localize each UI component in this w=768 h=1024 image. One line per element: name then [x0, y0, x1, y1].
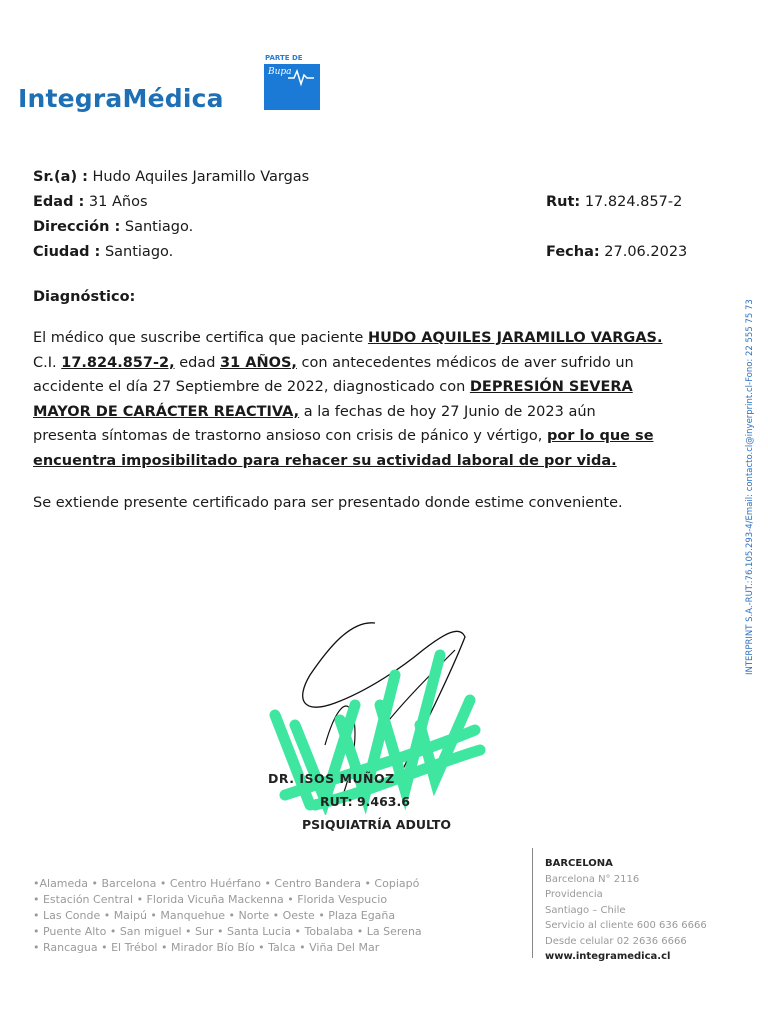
patient-age: 31 Años: [88, 194, 148, 210]
diagnosis-emphasis: MAYOR DE CARÁCTER REACTIVA,: [33, 403, 300, 420]
patient-id-emphasis: 17.824.857-2,: [61, 354, 175, 371]
website-link[interactable]: www.integramedica.cl: [545, 951, 671, 962]
diagnosis-line-5: [33, 424, 733, 449]
diagnosis-heading: Diagnóstico:: [33, 289, 136, 305]
patient-name-emphasis: HUDO AQUILES JARAMILLO VARGAS.: [367, 330, 663, 346]
diagnosis-text: edad: [174, 354, 221, 371]
patient-city-label: Ciudad :: [33, 244, 101, 260]
patient-city: Santiago.: [104, 244, 174, 260]
patient-age-emphasis: 31 AÑOS,: [220, 354, 297, 371]
branch-line: • Rancagua • El Trébol • Mirador Bío Bío • Talca • Viña Del Mar: [33, 941, 380, 954]
conclusion-emphasis: por lo que se: [546, 428, 654, 444]
contact-line: Providencia: [545, 889, 603, 900]
patient-name: Hudo Aquiles Jaramillo Vargas: [92, 169, 310, 185]
diagnosis-text: C.I.: [33, 354, 62, 371]
integramedica-logo: IntegraMédica: [18, 84, 224, 113]
diagnosis-text: a la fechas de hoy 27 Junio de 2023 aún: [299, 403, 596, 420]
diagnosis-emphasis: DEPRESIÓN SEVERA: [469, 379, 633, 395]
contact-line: Barcelona N° 2116: [545, 873, 640, 885]
diagnosis-line-3: [33, 375, 733, 400]
branch-line: • Puente Alto • San miguel • Sur • Santa Lucia • Tobalaba • La Serena: [33, 925, 422, 938]
closing-statement: Se extiende presente certificado para ser presentado donde estime conveniente.: [33, 495, 623, 511]
branch-list: [33, 876, 422, 956]
diagnosis-line-2: [33, 351, 733, 376]
branch-line: •Alameda • Barcelona • Centro Huérfano • Centro Bandera • Copiapó: [33, 877, 420, 890]
contact-line: Desde celular 02 2636 6666: [545, 935, 687, 947]
diagnosis-text: accidente el día 27 Septiembre de 2022, diagnosticado con: [33, 379, 470, 395]
diagnosis-body: [33, 326, 733, 473]
doctor-specialty: PSIQUIATRÍA ADULTO: [302, 817, 452, 832]
diagnosis-line-4: [33, 400, 733, 425]
diagnosis-line-6: [33, 449, 733, 474]
patient-name-row: [33, 169, 309, 185]
diagnosis-text: con antecedentes médicos de aver sufrido un: [296, 354, 634, 371]
doctor-name: DR. ISOS MUÑOZ: [268, 771, 395, 786]
contact-title: BARCELONA: [545, 858, 613, 869]
patient-rut: 17.824.857-2: [584, 194, 683, 210]
patient-address: Santiago.: [124, 219, 194, 235]
diagnosis-text: El médico que suscribe certifica que paciente: [33, 330, 368, 346]
diagnosis-text: presenta síntomas de trastorno ansioso con crisis de pánico y vértigo,: [33, 428, 547, 444]
branch-line: • Estación Central • Florida Vicuña Mackenna • Florida Vespucio: [33, 893, 388, 906]
patient-name-label: Sr.(a) :: [33, 169, 88, 185]
contact-line: Santiago – Chile: [545, 904, 626, 916]
patient-rut-label: Rut:: [546, 194, 581, 210]
conclusion-emphasis: encuentra imposibilitado para rehacer su actividad laboral de por vida.: [33, 452, 617, 469]
contact-block: [545, 856, 707, 965]
patient-age-row: [33, 194, 148, 210]
branch-line: • Las Conde • Maipú • Manquehue • Norte • Oeste • Plaza Egaña: [33, 909, 396, 922]
patient-address-row: [33, 219, 193, 235]
patient-address-label: Dirección :: [33, 219, 121, 235]
contact-line: Servicio al cliente 600 636 6666: [545, 920, 707, 931]
patient-city-row: [33, 244, 173, 260]
certificate-date-row: [546, 244, 687, 260]
patient-rut-row: [546, 194, 682, 210]
certificate-date: 27.06.2023: [604, 244, 688, 260]
parte-de-caption: PARTE DE: [265, 54, 303, 62]
patient-age-label: Edad :: [33, 194, 85, 210]
printer-side-note: INTERPRINT S.A.-RUT.:76.105.293-4/Email: contacto.cl@inyerprint.cl-Fono: 22 555 75 73: [745, 299, 755, 675]
bupa-brand-text: Bupa: [268, 67, 292, 77]
doctor-rut: RUT: 9.463.6: [320, 794, 410, 809]
certificate-date-label: Fecha:: [546, 244, 600, 260]
bupa-logo-badge: [264, 64, 320, 110]
diagnosis-line-1: [33, 326, 733, 351]
footer-divider: [532, 848, 533, 958]
heartbeat-icon: [264, 64, 320, 110]
